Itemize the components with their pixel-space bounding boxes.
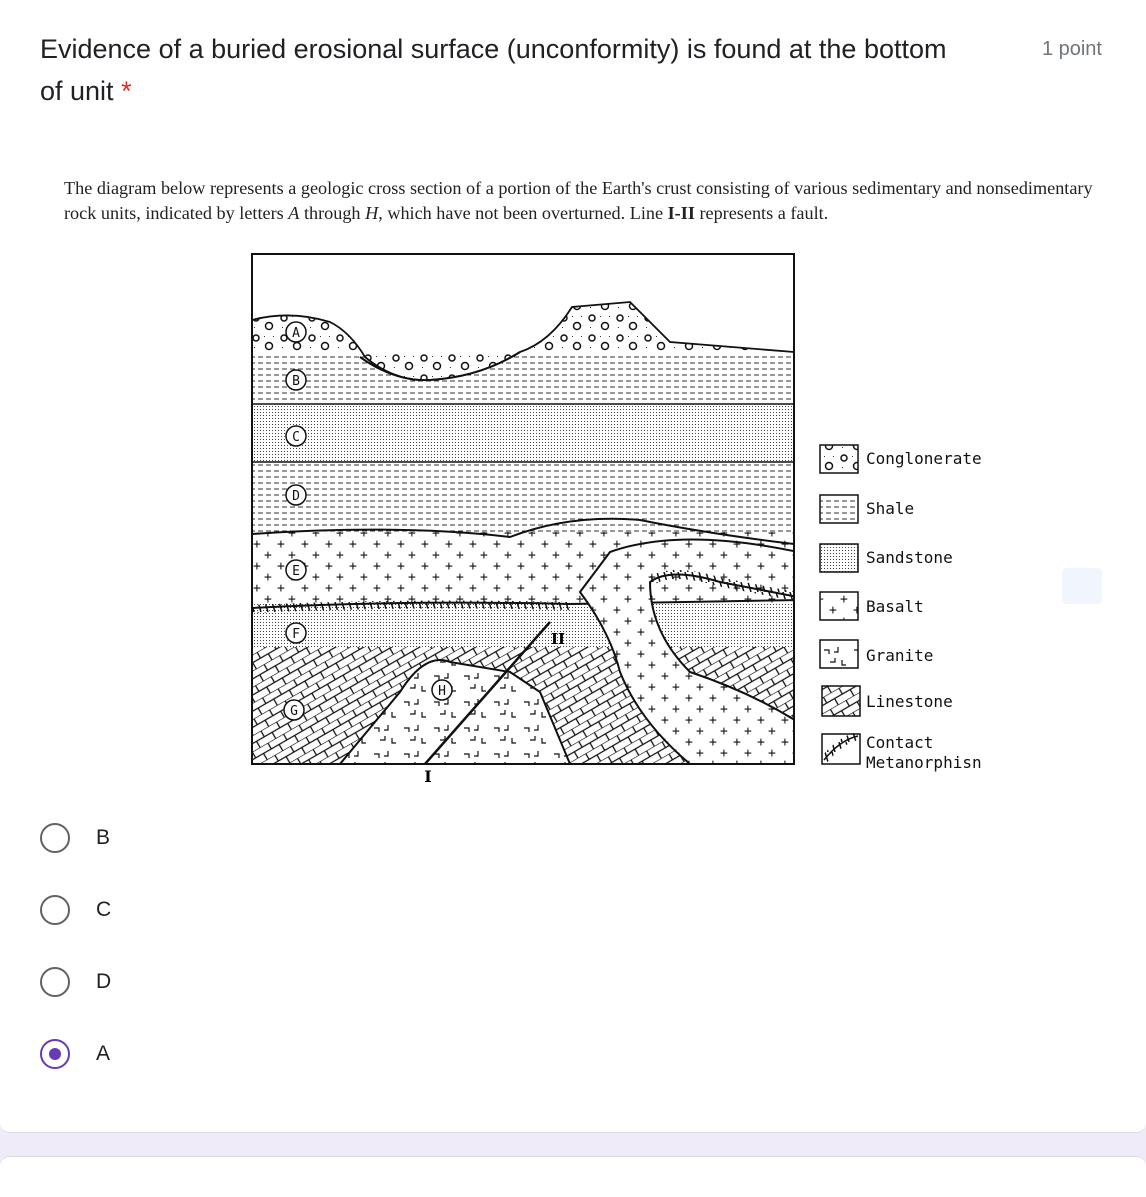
option-label-b: B (96, 826, 111, 849)
option-b[interactable] (40, 820, 110, 856)
desc-text-3: , which have not been overturned. Line (378, 203, 668, 223)
hover-overlay (1062, 568, 1102, 604)
fault-label-i: I (424, 767, 432, 786)
svg-text:A: A (292, 326, 300, 341)
svg-text:H: H (438, 684, 446, 699)
option-label-a: A (96, 1042, 111, 1065)
question-title (40, 28, 970, 112)
legend-granite: Granite (866, 646, 934, 665)
unit-label-b (286, 370, 306, 390)
desc-fault-label: I-II (667, 203, 695, 223)
unit-label-e (286, 560, 306, 580)
unit-label-a (286, 322, 306, 342)
svg-text:B: B (292, 374, 300, 389)
legend-basalt: Basalt (866, 597, 924, 616)
option-c[interactable] (40, 892, 111, 928)
unit-label-f (286, 623, 306, 643)
radio-b[interactable] (40, 823, 70, 853)
unit-label-c (286, 426, 306, 446)
unit-label-h (432, 680, 452, 700)
desc-text-4: represents a fault. (694, 203, 829, 223)
desc-letter-h: H (365, 203, 379, 223)
svg-text:D: D (292, 489, 300, 504)
geologic-cross-section-diagram (250, 252, 998, 788)
required-asterisk: * (121, 76, 132, 106)
desc-text-2: through (299, 203, 366, 223)
radio-a-selected[interactable] (40, 1039, 70, 1069)
radio-d[interactable] (40, 967, 70, 997)
option-label-c: C (96, 898, 112, 921)
svg-text:C: C (292, 430, 300, 445)
legend-contact: Contact (866, 733, 934, 752)
legend-shale: Shale (866, 499, 915, 518)
legend-metamorphism: Metanorphisn (866, 753, 982, 772)
option-label-d: D (96, 970, 112, 993)
next-question-card (0, 1156, 1146, 1197)
points-label: 1 point (1041, 38, 1102, 60)
option-d[interactable] (40, 964, 111, 1000)
option-a[interactable] (40, 1036, 110, 1072)
unit-label-g (284, 700, 304, 720)
fault-label-ii: II (550, 630, 566, 648)
legend-limestone: Linestone (866, 692, 953, 711)
desc-letter-a: A (288, 203, 300, 223)
question-text: Evidence of a buried erosional surface (unconformity) is found at the bottom of unit (40, 34, 947, 106)
svg-text:F: F (292, 627, 300, 642)
radio-c[interactable] (40, 895, 70, 925)
legend-sandstone: Sandstone (866, 548, 953, 567)
desc-text-1: The diagram below represents a geologic cross section of a portion of the Earth's crust consisting of various sedimentary and nonsedimentary rock units, indicated by letters (64, 178, 1093, 223)
unit-label-d (286, 485, 306, 505)
svg-text:E: E (292, 564, 300, 579)
question-description (64, 176, 1094, 226)
diagram-legend (820, 445, 982, 772)
legend-conglomerate: Conglonerate (866, 449, 982, 468)
svg-text:G: G (290, 704, 298, 719)
